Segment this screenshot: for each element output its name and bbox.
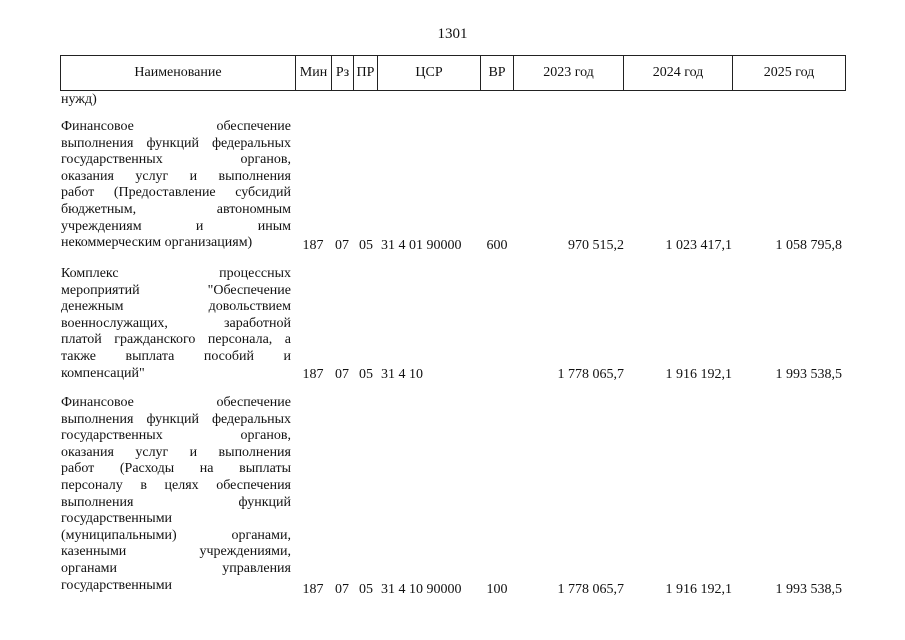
name-line: выполнения функций федеральных xyxy=(61,411,291,427)
header-csr: ЦСР xyxy=(378,56,481,91)
name-line: военнослужащих, заработной xyxy=(61,315,291,331)
name-line: казенными учреждениями, xyxy=(61,544,291,560)
name-line: также выплата пособий и xyxy=(61,348,291,364)
cell-2023: 1 778 065,7 xyxy=(557,582,624,597)
header-pr: ПР xyxy=(354,56,378,91)
cell-2023: 1 778 065,7 xyxy=(557,367,624,382)
table-row-name xyxy=(61,119,291,252)
name-line: оказания услуг и выполнения xyxy=(61,444,291,460)
cell-2025: 1 993 538,5 xyxy=(775,367,842,382)
name-line: выполнения функций федеральных xyxy=(61,135,291,151)
name-line: оказания услуг и выполнения xyxy=(61,168,291,184)
cell-min: 187 xyxy=(302,238,324,253)
cell-csr: 31 4 10 xyxy=(381,367,423,382)
name-line: государственными xyxy=(61,577,173,593)
table-row-name xyxy=(61,395,291,594)
name-line: государственных органов, xyxy=(61,152,291,168)
name-line: персоналу в целях обеспечения xyxy=(61,477,291,493)
header-min: Мин xyxy=(296,56,332,91)
cell-rz: 07 xyxy=(335,367,349,382)
cell-pr: 05 xyxy=(359,582,373,597)
cell-csr: 31 4 10 90000 xyxy=(381,582,462,597)
name-line: учреждениям и иным xyxy=(61,218,291,234)
cell-vr: 100 xyxy=(486,582,508,597)
name-line: компенсаций" xyxy=(61,365,145,381)
name-line: работ (Расходы на выплаты xyxy=(61,461,291,477)
cell-2023: 970 515,2 xyxy=(568,238,624,253)
header-rz: Рз xyxy=(332,56,354,91)
name-line: выполнения функций xyxy=(61,494,291,510)
cell-csr: 31 4 01 90000 xyxy=(381,238,462,253)
cell-min: 187 xyxy=(302,582,324,597)
name-line: мероприятий "Обеспечение xyxy=(61,282,291,298)
header-2025: 2025 год xyxy=(733,56,846,91)
name-line: некоммерческим организациям) xyxy=(61,235,253,251)
header-vr: ВР xyxy=(481,56,514,91)
cell-rz: 07 xyxy=(335,238,349,253)
table-row-name xyxy=(61,266,291,382)
cell-2024: 1 023 417,1 xyxy=(665,238,732,253)
cell-vr: 600 xyxy=(486,238,508,253)
cell-2025: 1 993 538,5 xyxy=(775,582,842,597)
cell-2024: 1 916 192,1 xyxy=(665,582,732,597)
name-line: государственными xyxy=(61,511,173,527)
cell-rz: 07 xyxy=(335,582,349,597)
name-line: Комплекс процессных xyxy=(61,266,291,281)
header-2023: 2023 год xyxy=(514,56,624,91)
table-header xyxy=(60,55,846,91)
name-line: Финансовое обеспечение xyxy=(61,395,291,410)
cell-min: 187 xyxy=(302,367,324,382)
header-2024: 2024 год xyxy=(624,56,733,91)
name-line: органами управления xyxy=(61,560,291,576)
name-line: работ (Предоставление субсидий xyxy=(61,185,291,201)
name-line: денежным довольствием xyxy=(61,299,291,315)
page-number: 1301 xyxy=(437,26,468,42)
cell-pr: 05 xyxy=(359,238,373,253)
cell-2025: 1 058 795,8 xyxy=(775,238,842,253)
name-line: (муниципальными) органами, xyxy=(61,527,291,543)
name-line: платой гражданского персонала, а xyxy=(61,332,291,348)
name-line: Финансовое обеспечение xyxy=(61,119,291,134)
name-line: бюджетным, автономным xyxy=(61,201,291,217)
header-name: Наименование xyxy=(61,56,296,91)
continuation-text: нужд) xyxy=(61,92,97,107)
name-line: государственных органов, xyxy=(61,428,291,444)
cell-2024: 1 916 192,1 xyxy=(665,367,732,382)
cell-pr: 05 xyxy=(359,367,373,382)
